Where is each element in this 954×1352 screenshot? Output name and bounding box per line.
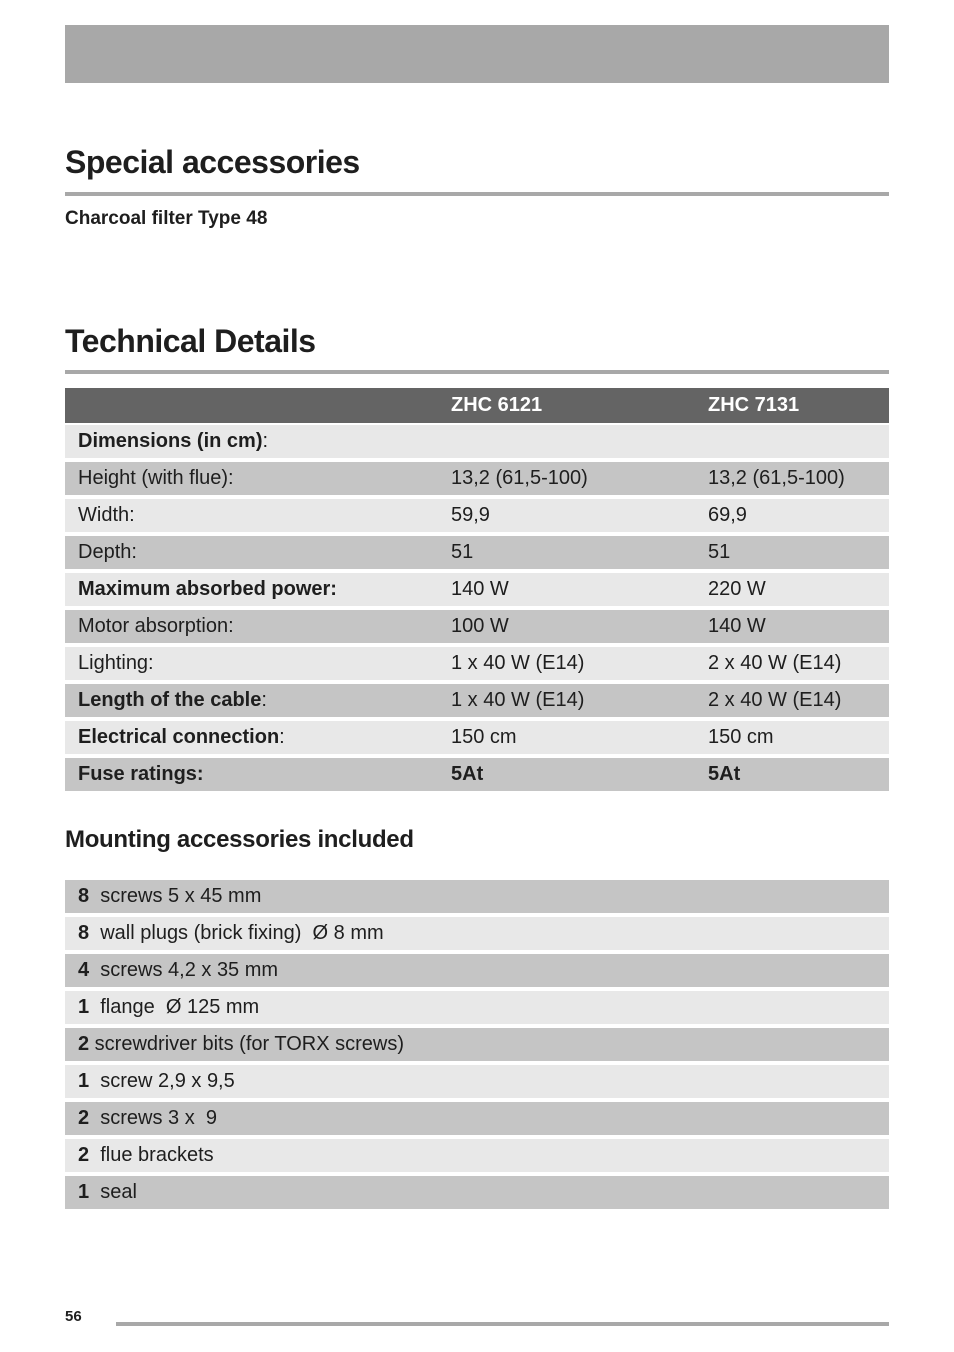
item-quantity: 2 [78,1107,90,1129]
row-value-zhc6121: 150 cm [451,726,517,748]
row-label [78,499,135,532]
row-label-suffix: : [262,430,269,452]
item-description: screwdriver bits (for TORX screws) [89,1033,404,1055]
item-description: screws 4,2 x 35 mm [89,959,279,981]
row-label [78,425,268,458]
row-label-suffix: : [279,726,285,748]
special-accessories-title: Special accessories [65,144,360,180]
row-value-zhc6121: 59,9 [451,504,490,526]
table-row [65,684,889,717]
footer-rule [116,1322,889,1326]
table-row [65,758,889,791]
page-number: 56 [65,1308,82,1325]
row-value-zhc6121: 1 x 40 W (E14) [451,689,585,711]
row-value-zhc7131: 51 [708,541,731,563]
table-row [65,721,889,754]
item-quantity: 1 [78,1181,90,1203]
row-label-text: Depth: [78,541,137,563]
row-label-text: Motor absorption: [78,615,234,637]
technical-details-table [65,388,889,795]
item-quantity: 2 [78,1144,90,1166]
row-value-zhc7131: 2 x 40 W (E14) [708,689,842,711]
item-description: screw 2,9 x 9,5 [89,1070,235,1092]
row-value-zhc6121: 100 W [451,615,509,637]
list-item [65,1065,889,1098]
list-item [65,1028,889,1061]
row-label [78,536,137,569]
table-row [65,499,889,532]
row-value-zhc7131: 5At [708,763,741,785]
header-band [65,25,889,83]
row-value-zhc6121: 13,2 (61,5-100) [451,467,588,489]
row-value-zhc7131: 69,9 [708,504,747,526]
row-value-zhc6121: 5At [451,763,484,785]
row-label-text: Height (with flue): [78,467,234,489]
row-value-zhc7131: 140 W [708,615,766,637]
table-row [65,536,889,569]
row-label [78,573,337,606]
item-quantity: 1 [78,996,90,1018]
item-quantity: 1 [78,1070,90,1092]
item-description: screws 3 x 9 [89,1107,217,1129]
row-label-suffix: : [261,689,267,711]
row-label-text: Electrical connection [78,726,280,748]
item-quantity: 8 [78,885,90,907]
item-quantity: 8 [78,922,90,944]
row-label-text: Maximum absorbed power: [78,578,337,600]
list-item [65,954,889,987]
row-value-zhc6121: 1 x 40 W (E14) [451,652,585,674]
row-label [78,721,285,754]
table-row [65,647,889,680]
item-description: flue brackets [89,1144,214,1166]
item-description: wall plugs (brick fixing) Ø 8 mm [89,922,384,944]
table-row [65,573,889,606]
row-label [78,684,267,717]
row-label-text: Lighting: [78,652,154,674]
row-label-text: Dimensions (in cm) [78,430,263,452]
charcoal-filter-item: Charcoal filter Type 48 [65,208,268,229]
row-label-text: Length of the cable [78,689,262,711]
list-item [65,1139,889,1172]
row-label [78,647,154,680]
mounting-accessories-list [65,880,889,1213]
list-item [65,880,889,913]
item-quantity: 4 [78,959,90,981]
table-row [65,425,889,458]
item-description: screws 5 x 45 mm [89,885,262,907]
mounting-accessories-title: Mounting accessories included [65,826,414,853]
list-item [65,917,889,950]
table-row [65,462,889,495]
row-value-zhc7131: 13,2 (61,5-100) [708,467,845,489]
row-value-zhc6121: 140 W [451,578,509,600]
header-cell-zhc7131: ZHC 7131 [708,394,800,416]
row-value-zhc7131: 150 cm [708,726,774,748]
technical-details-title: Technical Details [65,323,316,359]
technical-details-rule [65,370,889,374]
row-label [78,610,234,643]
item-description: seal [89,1181,137,1203]
row-label-text: Width: [78,504,135,526]
row-value-zhc6121: 51 [451,541,474,563]
special-accessories-rule [65,192,889,196]
list-item [65,991,889,1024]
item-quantity: 2 [78,1033,90,1055]
list-item [65,1176,889,1209]
row-value-zhc7131: 220 W [708,578,766,600]
row-label-text: Fuse ratings: [78,763,204,785]
row-value-zhc7131: 2 x 40 W (E14) [708,652,842,674]
table-header-row [65,388,889,423]
table-row [65,610,889,643]
row-label [78,462,234,495]
row-label [78,758,204,791]
item-description: flange Ø 125 mm [89,996,260,1018]
list-item [65,1102,889,1135]
header-cell-zhc6121: ZHC 6121 [451,394,543,416]
